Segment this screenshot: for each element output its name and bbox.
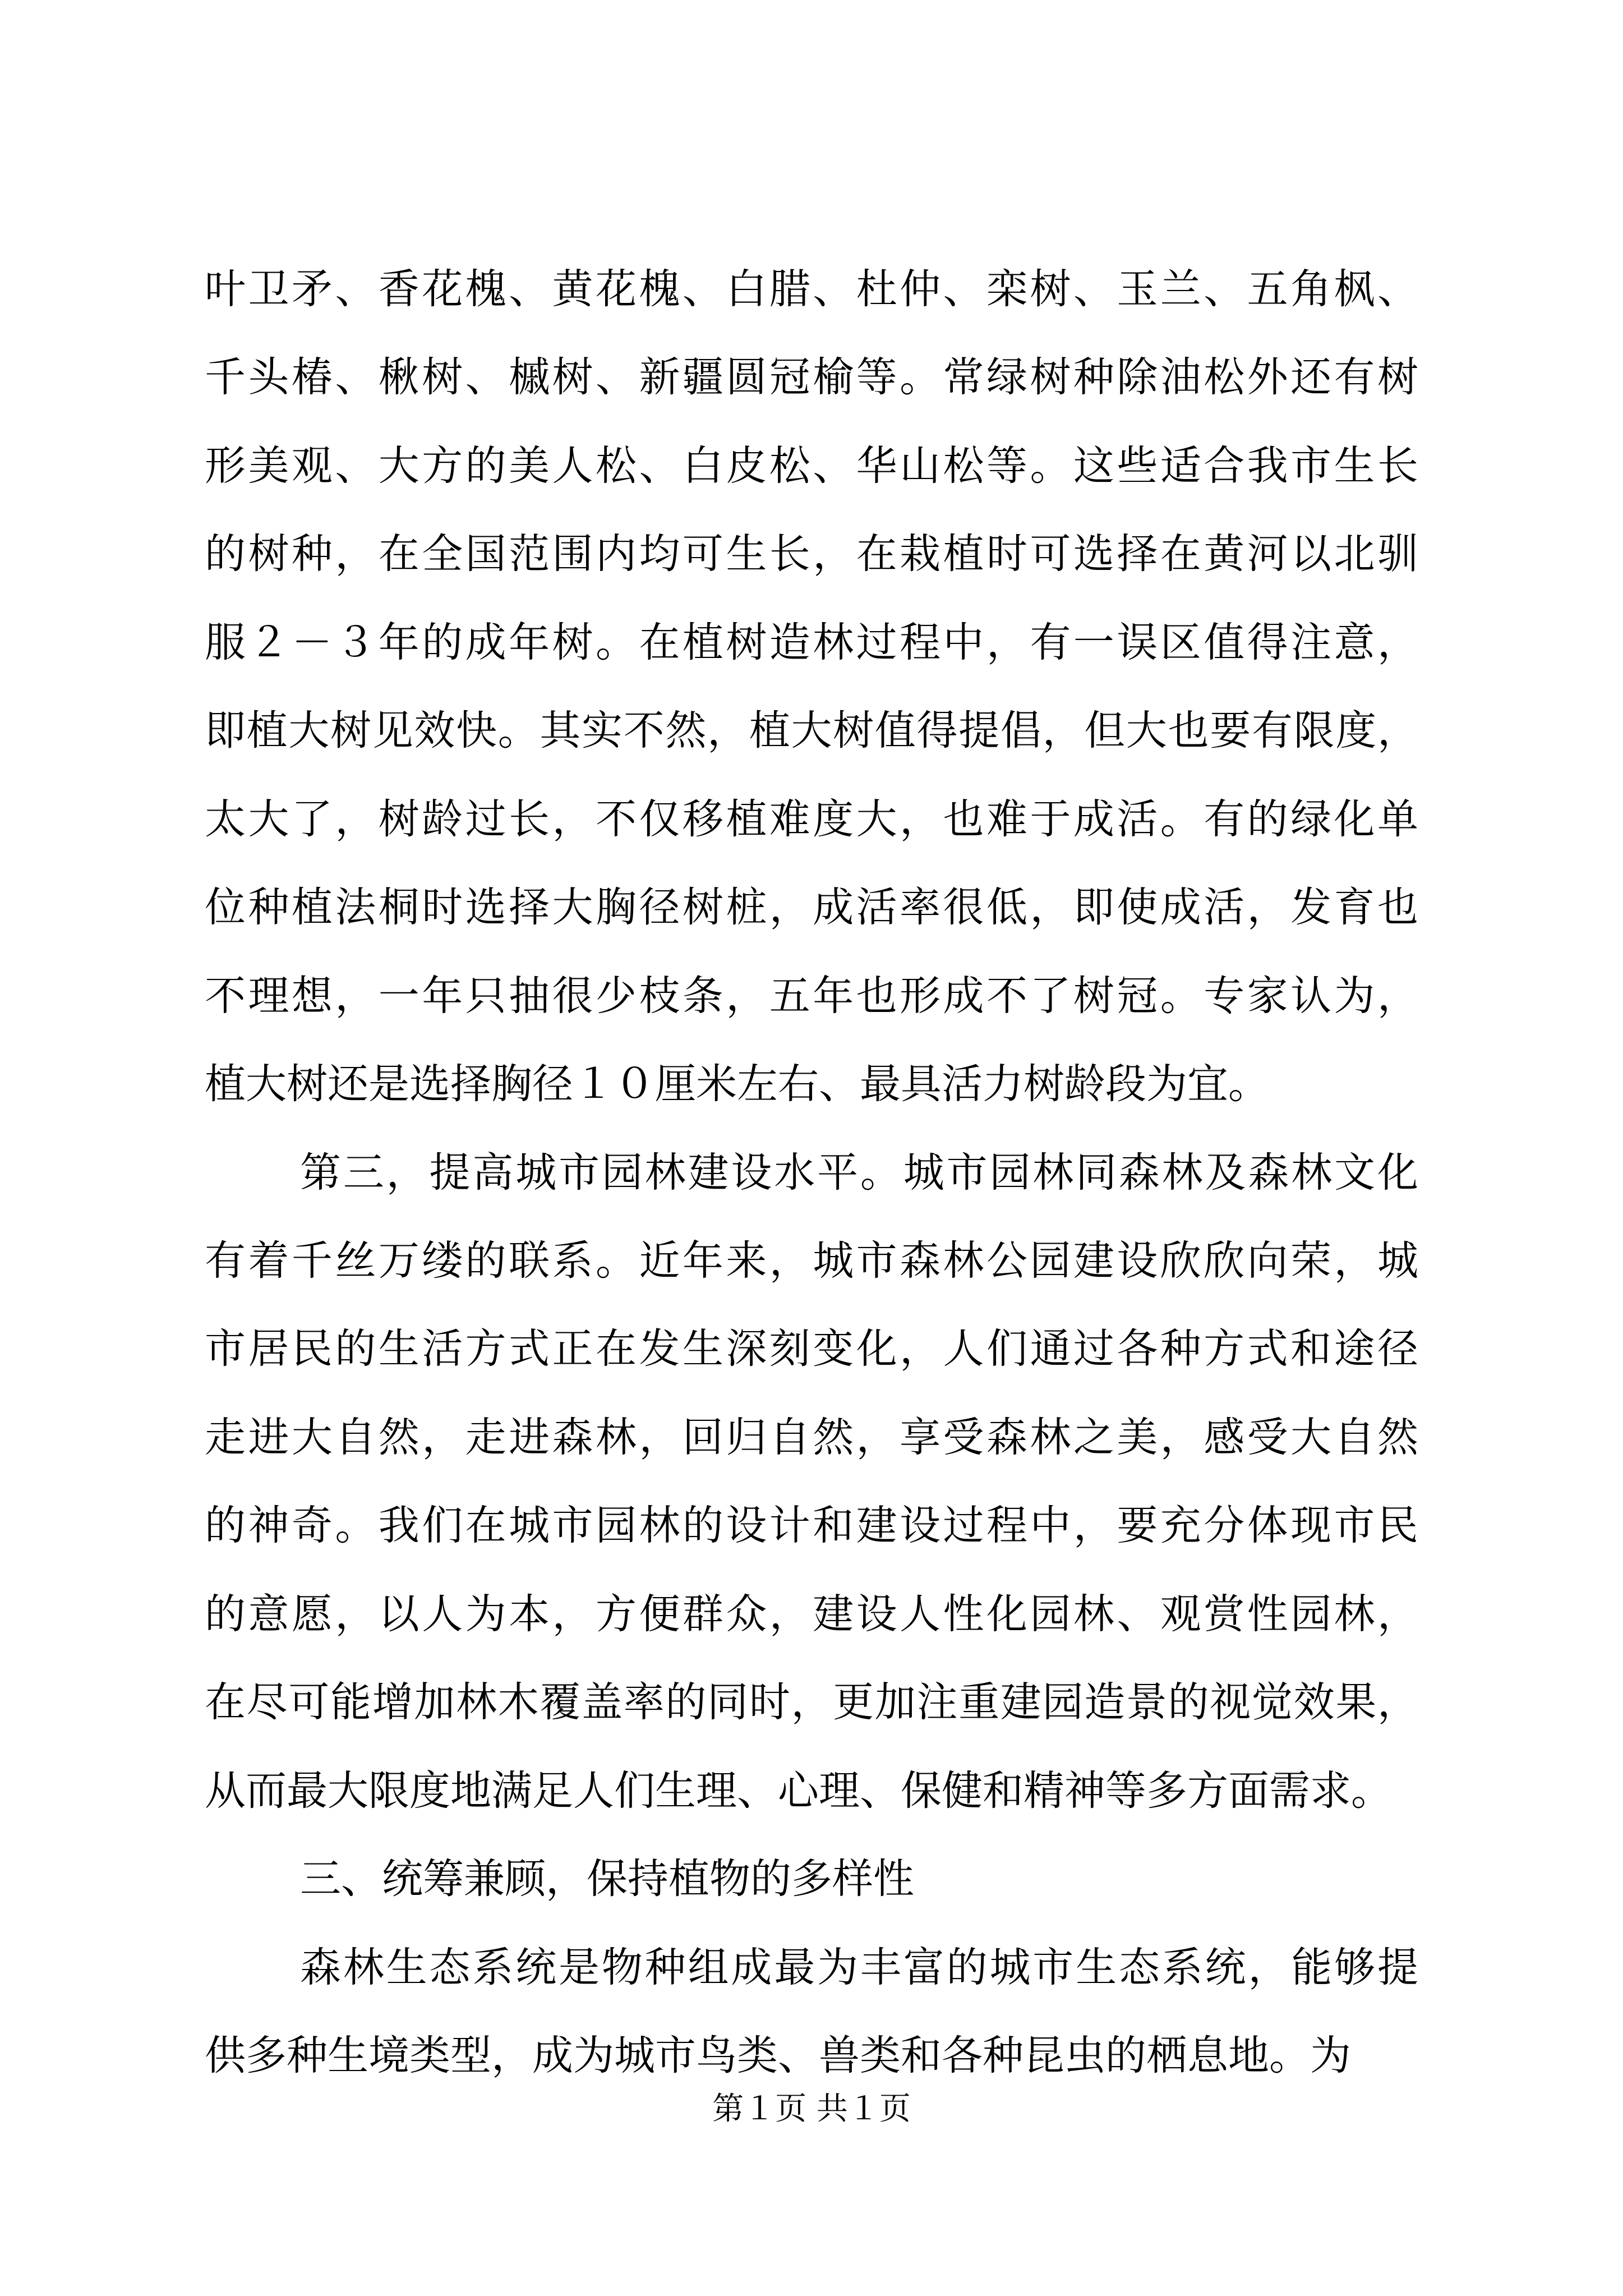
text-line: 太大了，树龄过长，不仅移植难度大，也难于成活。有的绿化单	[205, 795, 1418, 843]
paragraph-first-line: 第三，提高城市园林建设水平。城市园林同森林及森林文化	[300, 1149, 1418, 1197]
text-line: 千头椿、楸树、槭树、新疆圆冠榆等。常绿树种除油松外还有树	[205, 353, 1418, 401]
text-line: 有着千丝万缕的联系。近年来，城市森林公园建设欣欣向荣，城	[205, 1237, 1418, 1285]
text-line: 从而最大限度地满足人们生理、心理、保健和精神等多方面需求。	[205, 1767, 1392, 1815]
text-line: 叶卫矛、香花槐、黄花槐、白腊、杜仲、栾树、玉兰、五角枫、	[205, 265, 1418, 313]
text-line: 植大树还是选择胸径１０厘米左右、最具活力树龄段为宜。	[205, 1060, 1269, 1108]
text-line: 的意愿，以人为本，方便群众，建设人性化园林、观赏性园林，	[205, 1590, 1418, 1638]
text-line: 不理想，一年只抽很少枝条，五年也形成不了树冠。专家认为，	[205, 972, 1418, 1020]
text-line: 形美观、大方的美人松、白皮松、华山松等。这些适合我市生长	[205, 442, 1418, 490]
text-line: 的树种，在全国范围内均可生长，在栽植时可选择在黄河以北驯	[205, 530, 1418, 578]
text-line: 供多种生境类型，成为城市鸟类、兽类和各种昆虫的栖息地。为	[205, 2032, 1351, 2079]
text-line: 服２－３年的成年树。在植树造林过程中，有一误区值得注意，	[205, 619, 1418, 666]
text-line: 在尽可能增加林木覆盖率的同时，更加注重建园造景的视觉效果，	[205, 1678, 1418, 1726]
section-heading: 三、统筹兼顾，保持植物的多样性	[300, 1855, 914, 1903]
text-line: 走进大自然，走进森林，回归自然，享受森林之美，感受大自然	[205, 1414, 1418, 1461]
text-line: 即植大树见效快。其实不然，植大树值得提倡，但大也要有限度，	[205, 707, 1418, 754]
paragraph-first-line: 森林生态系统是物种组成最为丰富的城市生态系统，能够提	[300, 1944, 1418, 1991]
text-line: 市居民的生活方式正在发生深刻变化，人们通过各种方式和途径	[205, 1325, 1418, 1373]
text-line: 位种植法桐时选择大胸径树桩，成活率很低，即使成活，发育也	[205, 884, 1418, 931]
page-footer: 第１页 共１页	[712, 2091, 911, 2127]
text-line: 的神奇。我们在城市园林的设计和建设过程中，要充分体现市民	[205, 1502, 1418, 1549]
